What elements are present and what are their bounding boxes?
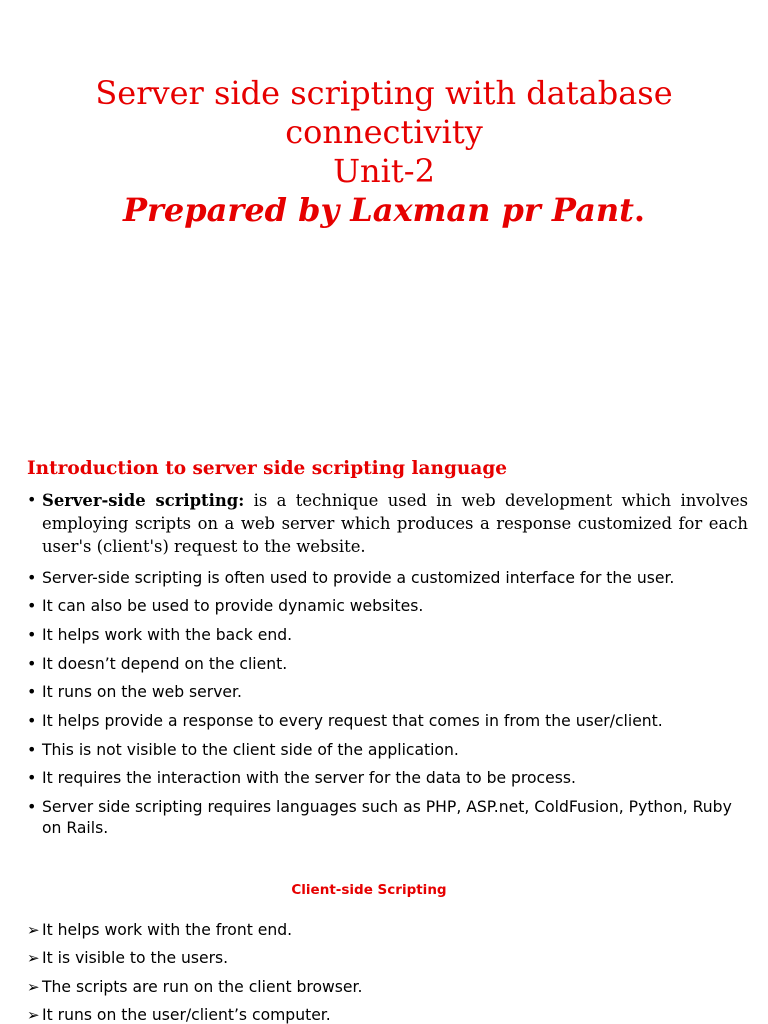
section-heading: Introduction to server side scripting language bbox=[27, 458, 508, 479]
bullet-glyph: • bbox=[27, 711, 37, 730]
title-line-3: Unit-2 bbox=[333, 152, 435, 190]
arrow-list-item-text: It is visible to the users. bbox=[42, 949, 229, 967]
list-item bbox=[27, 654, 748, 675]
list-item bbox=[27, 768, 748, 789]
list-item-text: It helps work with the back end. bbox=[42, 626, 293, 644]
list-item-text: It helps provide a response to every request that comes in from the user/client. bbox=[42, 712, 663, 730]
bullet-glyph: • bbox=[27, 740, 37, 759]
arrow-bullet-icon: ➢ bbox=[27, 978, 40, 996]
arrow-list-item bbox=[27, 920, 747, 941]
title-line-2: connectivity bbox=[285, 113, 483, 151]
author-credit-period: . bbox=[633, 191, 646, 229]
bullet-glyph: • bbox=[27, 797, 37, 816]
arrow-list-item bbox=[27, 948, 747, 969]
list-item-text: It requires the interaction with the server for the data to be process. bbox=[42, 769, 576, 787]
arrow-list-item bbox=[27, 1005, 747, 1024]
arrow-list-item-text: The scripts are run on the client browser. bbox=[42, 978, 363, 996]
list-item-text: Server-side scripting is often used to provide a customized interface for the user. bbox=[42, 569, 675, 587]
bullet-glyph: • bbox=[27, 654, 37, 673]
list-item bbox=[27, 596, 748, 617]
definition-paragraph bbox=[42, 489, 748, 558]
author-credit: Prepared by Laxman pr Pant bbox=[122, 191, 634, 229]
arrow-bullet-icon: ➢ bbox=[27, 949, 40, 967]
arrow-list-item bbox=[27, 977, 747, 998]
bullet-glyph: • bbox=[27, 625, 37, 644]
arrow-bullet-icon: ➢ bbox=[27, 1006, 40, 1024]
list-item bbox=[27, 489, 748, 558]
bullet-glyph: • bbox=[27, 568, 37, 587]
list-item-text: It runs on the web server. bbox=[42, 683, 242, 701]
arrow-list-item-text: It helps work with the front end. bbox=[42, 921, 293, 939]
list-item bbox=[27, 568, 748, 589]
list-item-text: It doesn’t depend on the client. bbox=[42, 655, 288, 673]
list-item bbox=[27, 625, 748, 646]
list-item-text: This is not visible to the client side of the application. bbox=[42, 741, 459, 759]
arrow-list-item-text: It runs on the user/client’s computer. bbox=[42, 1006, 331, 1024]
bullet-glyph: • bbox=[27, 596, 37, 615]
arrow-bullet-icon: ➢ bbox=[27, 921, 40, 939]
list-item bbox=[27, 740, 748, 761]
list-item-text: Server side scripting requires languages such as PHP, ASP.net, ColdFusion, Python, Ruby on Rails. bbox=[42, 798, 732, 837]
list-item bbox=[27, 797, 748, 839]
list-item bbox=[27, 711, 748, 732]
title-line-4 bbox=[0, 191, 768, 230]
list-item-text: It can also be used to provide dynamic websites. bbox=[42, 597, 424, 615]
bullet-glyph: • bbox=[27, 768, 37, 787]
definition-text: is a technique used in web development which involves employing scripts on a web server which produces a response customized for each user's (client's) request to the website. bbox=[42, 491, 748, 556]
definition-term: Server-side scripting: bbox=[42, 491, 245, 510]
title-block bbox=[0, 74, 768, 230]
title-line-1: Server side scripting with database bbox=[95, 74, 673, 112]
list-item bbox=[27, 682, 748, 703]
client-side-heading: Client-side Scripting bbox=[291, 882, 447, 898]
bullet-glyph: • bbox=[27, 682, 37, 701]
bullet-glyph: • bbox=[27, 490, 37, 509]
